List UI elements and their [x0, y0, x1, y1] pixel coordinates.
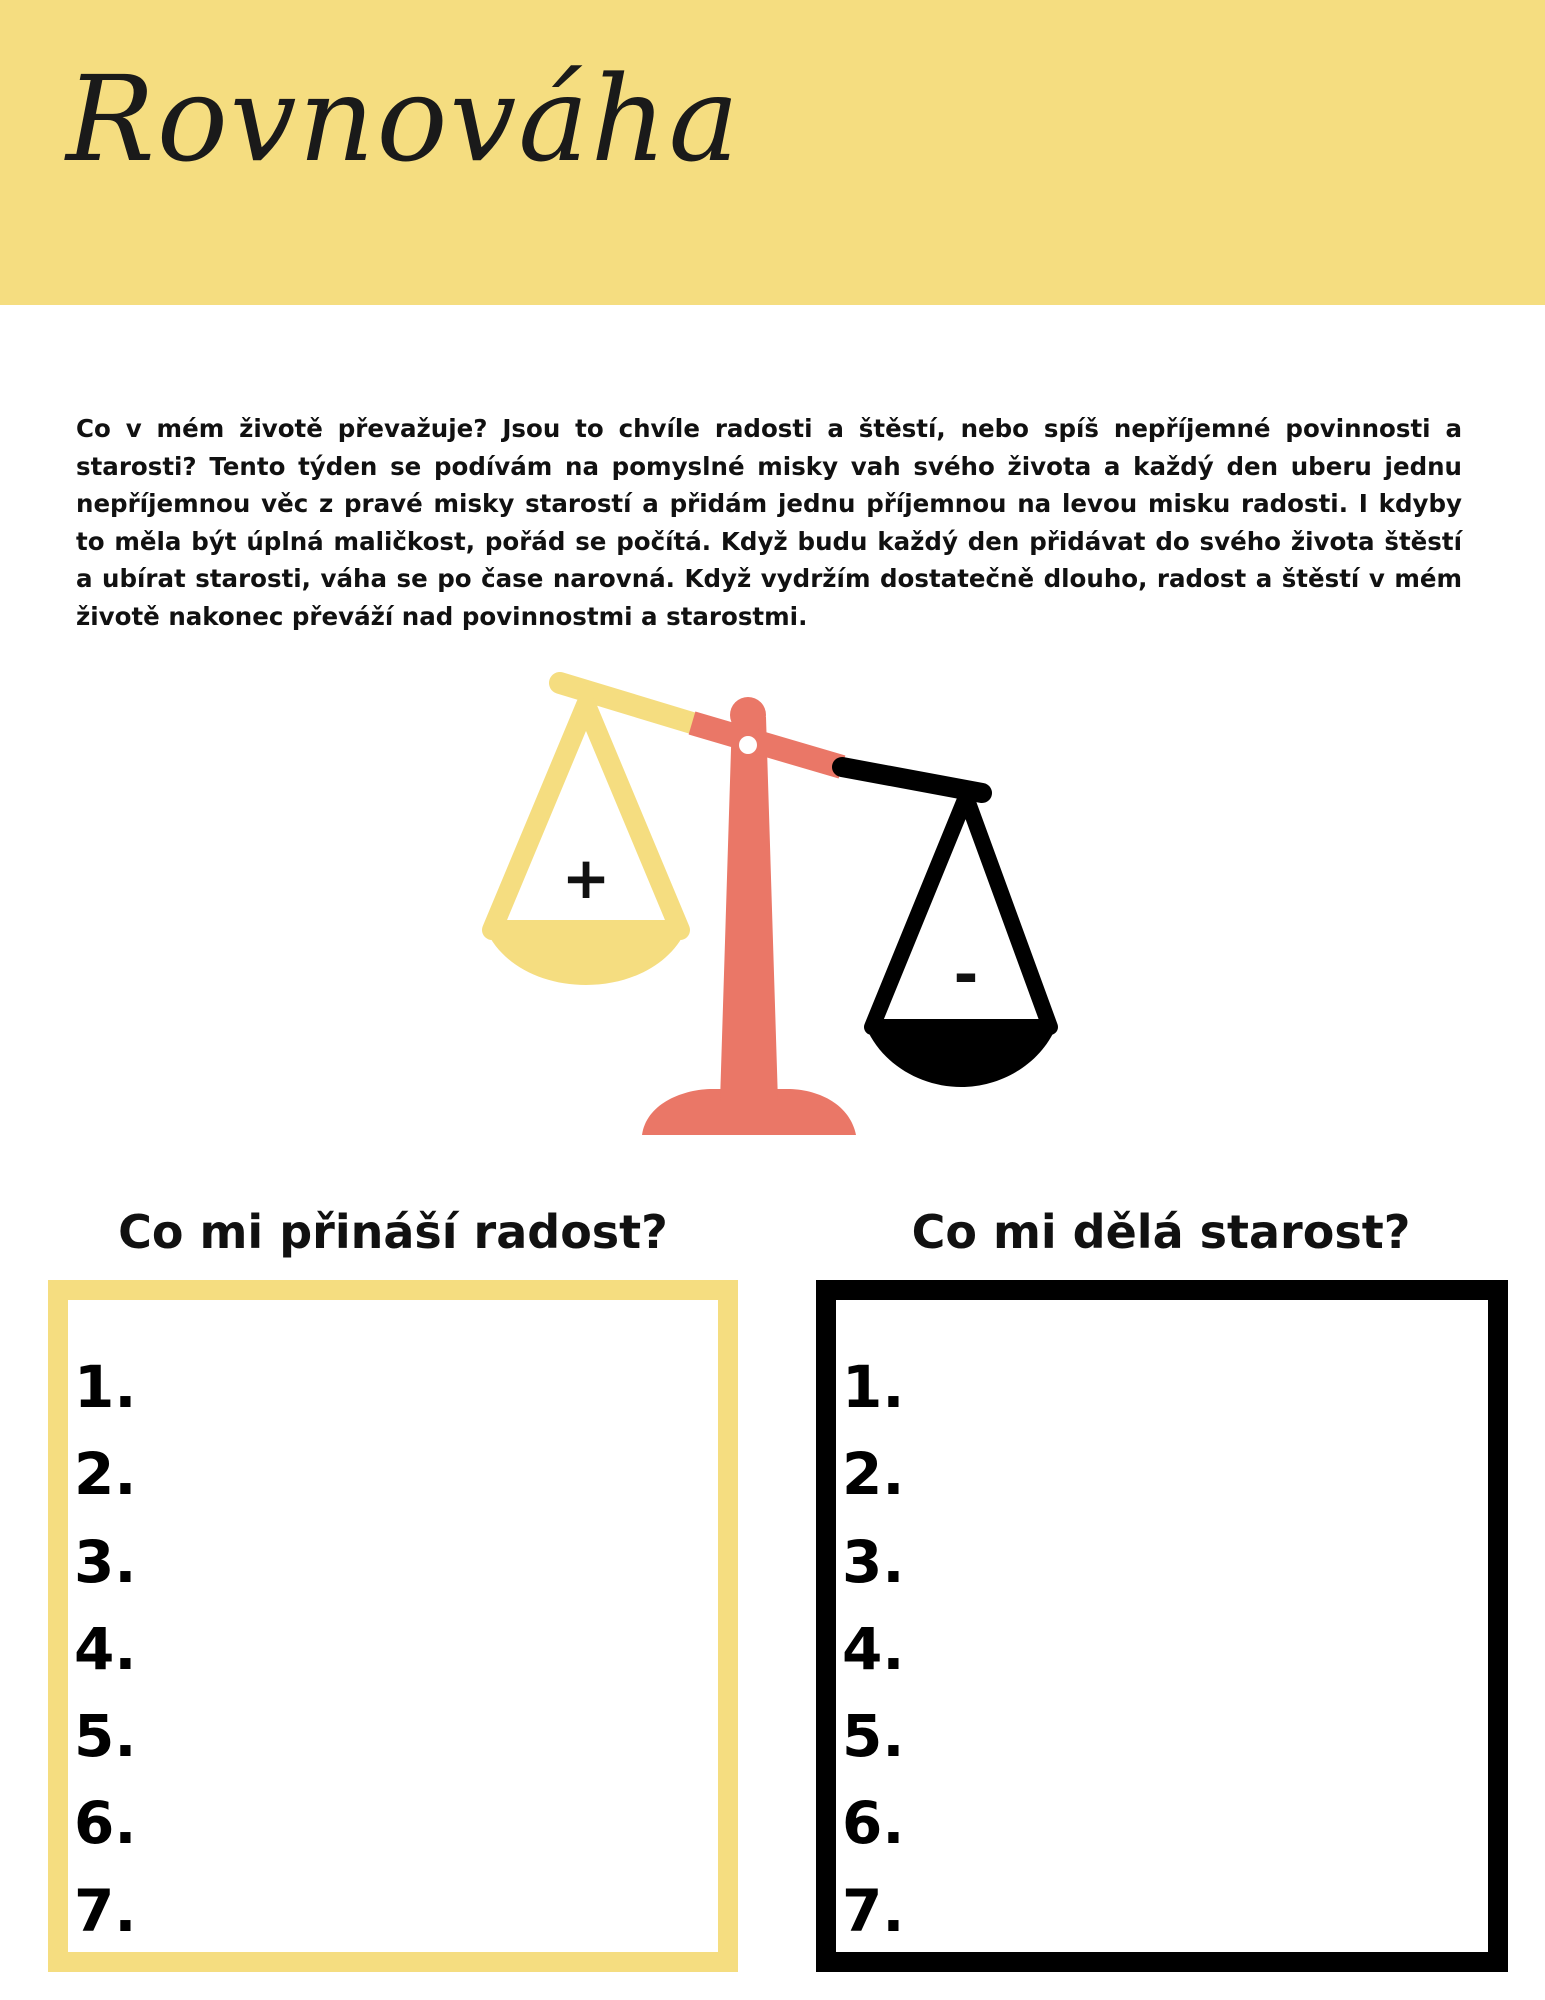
- scale-beam-black: [842, 767, 982, 793]
- joy-list-item: 3.: [74, 1527, 137, 1596]
- joy-list-item: 6.: [74, 1789, 137, 1858]
- scale-pivot: [730, 697, 766, 733]
- worry-list-item: 5.: [842, 1702, 905, 1771]
- worry-list-item: 4.: [842, 1614, 905, 1683]
- right-pan-symbol: -: [953, 940, 979, 1010]
- joy-list: [74, 1344, 136, 1955]
- worry-heading: Co mi dělá starost?: [911, 1205, 1411, 1259]
- joy-list-item: 7.: [74, 1876, 137, 1945]
- intro-paragraph: Co v mém životě převažuje? Jsou to chvíle radosti a štěstí, nebo spíš nepříjemné povinnosti a starosti? Tento týden se podívám na pomyslné misky vah svého života a každý den uberu jednu nepříjemnou věc z pravé misky starostí a přidám jednu příjemnou na levou misku radosti. I kdyby to měla být úplná maličkost, pořád se počítá. Když budu každý den přidávat do svého života štěstí a ubírat starosti, váha se po čase narovná. Když vydržím dostatečně dlouho, radost a štěstí v mém životě nakonec převáží nad povinnostmi a starostmi.: [76, 414, 1462, 631]
- scale-pivot-hole: [739, 736, 757, 754]
- joy-list-box: [48, 1280, 738, 1972]
- worry-list-item: 6.: [842, 1789, 905, 1858]
- joy-heading: Co mi přináší radost?: [118, 1205, 668, 1259]
- header-banner: [0, 0, 1545, 305]
- scale-stem: [720, 717, 778, 1102]
- worry-list-box: [816, 1280, 1508, 1972]
- joy-list-item: 1.: [74, 1353, 137, 1421]
- worry-list-item: 3.: [842, 1527, 905, 1596]
- worry-list-item: 1.: [842, 1353, 905, 1421]
- left-pan-symbol: +: [561, 844, 611, 912]
- joy-list-item: 5.: [74, 1702, 137, 1771]
- balance-scale-illustration: [470, 665, 1070, 1145]
- worry-list-item: 2.: [842, 1440, 905, 1509]
- right-pan-bowl: [866, 1027, 1056, 1087]
- joy-list-item: 4.: [74, 1614, 137, 1683]
- worry-list: [842, 1344, 904, 1955]
- joy-list-item: 2.: [74, 1440, 137, 1509]
- page-title: Rovnováha: [66, 50, 741, 188]
- left-pan-bowl: [486, 930, 686, 985]
- worry-list-item: 7.: [842, 1876, 905, 1945]
